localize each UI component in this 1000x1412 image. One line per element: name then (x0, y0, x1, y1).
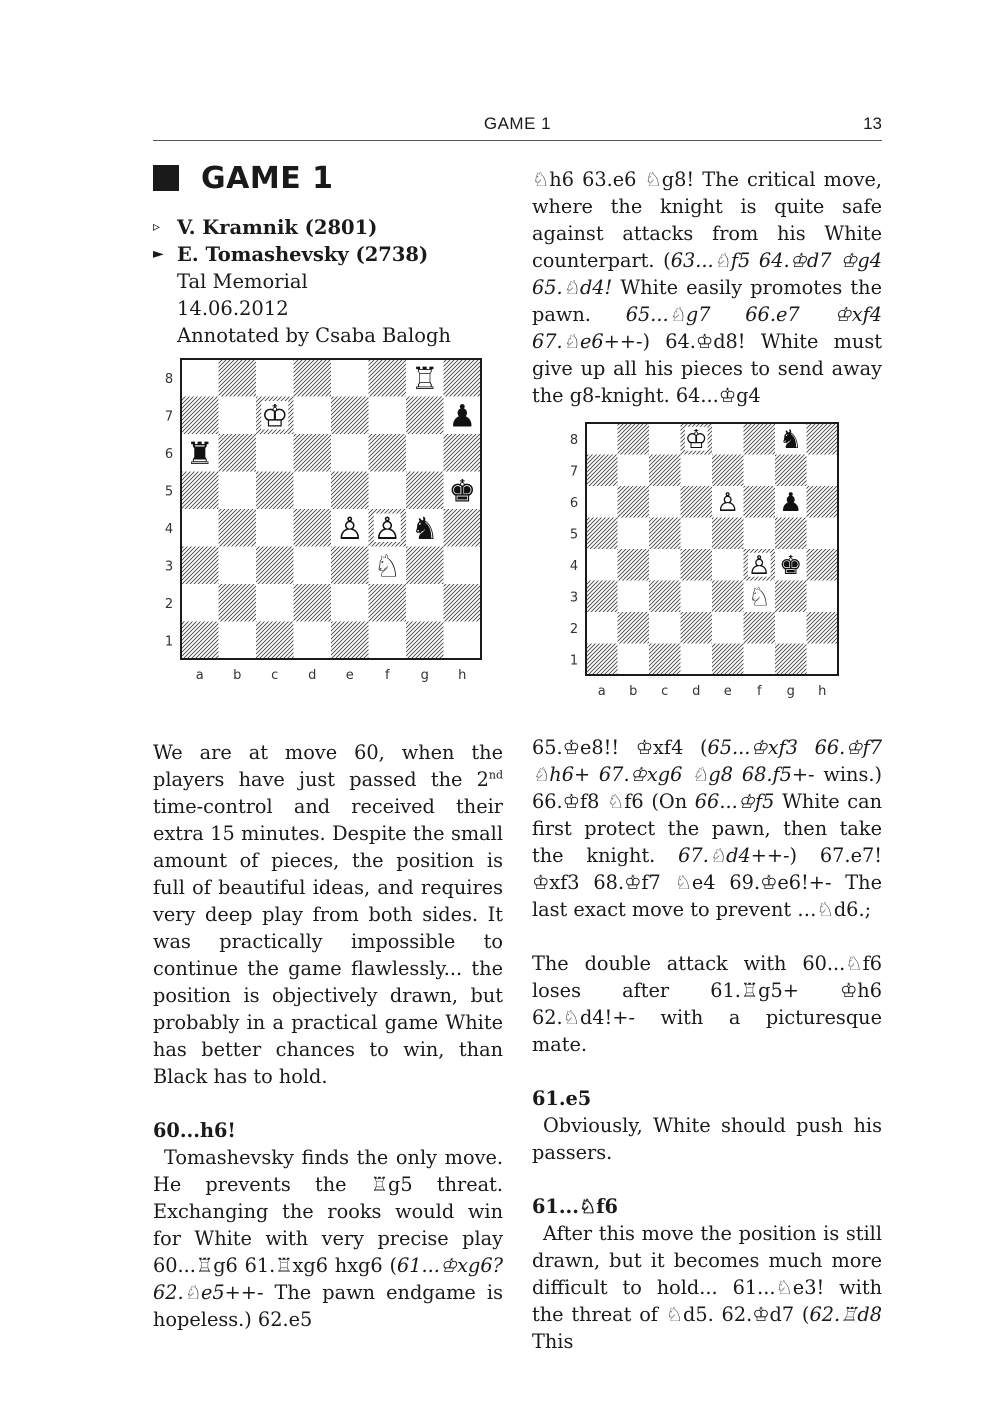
board-square-h4 (444, 509, 482, 547)
board-square-b2 (618, 612, 650, 644)
chess-piece-g8: ♖ (410, 361, 439, 397)
chess-piece-g6: ♟ (779, 488, 803, 519)
rank-label: 4 (569, 558, 579, 574)
board-square-d8 (294, 359, 332, 397)
black-marker-icon: ► (153, 246, 164, 262)
push-passers-paragraph: Obviously, White should push his passers. (532, 1114, 882, 1164)
chess-piece-f3: ♘ (747, 582, 771, 613)
double-attack-paragraph: The double attack with 60...♘f6 loses after 61.♖g5+ ♔h6 62.♘d4!+- with a picturesque mate. (532, 952, 882, 1056)
board-square-b4 (618, 549, 650, 581)
rank-label: 6 (569, 495, 579, 511)
annotation-paragraph: Tomashevsky finds the only move. He prevents the ♖g5 threat. Exchanging the rooks would win for White with very precise play 60...♖g6 61.♖xg6 hxg6 (61...♔xg6? 62.♘e5++- The pawn endgame is hopeless.) 62.e5 (153, 1146, 503, 1331)
board-square-g1 (406, 622, 444, 660)
event: Tal Memorial (177, 270, 308, 293)
rank-label: 7 (569, 464, 579, 480)
board-square-d4 (294, 509, 332, 547)
board-square-b8 (219, 359, 257, 397)
board-square-d2 (681, 612, 713, 644)
chess-piece-d8: ♔ (684, 425, 708, 456)
board-square-f7 (744, 455, 776, 487)
intro-paragraph: We are at move 60, when the players have just passed the 2nd time-control and received their extra 15 minutes. Despite the small amount of pieces, the position is full of beautiful ideas, and requires very deep play from both sides. It was practically impossible to continue the game flawlessly... the position is objectively drawn, but probably in a practical game White has better chances to win, than Black has to hold. (153, 741, 503, 1088)
board-square-c2 (649, 612, 681, 644)
board-square-b6 (618, 486, 650, 518)
file-label: c (271, 668, 279, 683)
heading-square-icon (153, 165, 179, 191)
board-square-h1 (807, 644, 839, 676)
board-square-d1 (294, 622, 332, 660)
rank-label: 7 (164, 409, 174, 425)
board-square-f7 (369, 397, 407, 435)
board-square-e3 (331, 547, 369, 585)
board-square-c3 (256, 547, 294, 585)
chess-piece-g4: ♚ (779, 551, 803, 582)
board-square-h2 (444, 584, 482, 622)
rank-label: 1 (164, 634, 174, 650)
board-square-f5 (369, 472, 407, 510)
board-square-h1 (444, 622, 482, 660)
board-square-f1 (369, 622, 407, 660)
chess-piece-f3: ♘ (373, 548, 402, 585)
board-square-g3 (406, 547, 444, 585)
board-square-h8 (444, 359, 482, 397)
board-square-c8 (649, 423, 681, 455)
board-square-c4 (256, 509, 294, 547)
board-square-b5 (219, 472, 257, 510)
board-square-f2 (744, 612, 776, 644)
board-square-c7 (649, 455, 681, 487)
board-square-e2 (331, 584, 369, 622)
board-square-f2 (369, 584, 407, 622)
file-label: e (345, 668, 354, 683)
board-square-e7 (712, 455, 744, 487)
board-square-e4 (712, 549, 744, 581)
chess-piece-f4: ♙ (373, 511, 402, 547)
game-heading (153, 158, 503, 198)
board-square-b5 (618, 518, 650, 550)
chess-piece-g8: ♞ (779, 425, 803, 456)
board-square-g2 (406, 584, 444, 622)
left-text (153, 739, 503, 1333)
board-square-e5 (712, 518, 744, 550)
board-square-h6 (807, 486, 839, 518)
running-head-title: GAME 1 (483, 114, 552, 133)
board-square-d1 (681, 644, 713, 676)
board-square-f5 (744, 518, 776, 550)
board-square-h5 (807, 518, 839, 550)
file-label: f (384, 668, 390, 683)
board-square-g1 (775, 644, 807, 676)
board-square-d5 (681, 518, 713, 550)
rank-label: 3 (164, 559, 174, 575)
board-square-b7 (219, 397, 257, 435)
game-info (153, 214, 503, 349)
board-square-e5 (331, 472, 369, 510)
board-square-f1 (744, 644, 776, 676)
after-61nf6-paragraph: After this move the position is still drawn, but it becomes much more difficult to hold... 61...♘e3! with the threat of ♘d5. 62.♔d7 (62.♖d8 This (532, 1222, 882, 1353)
board-square-b1 (618, 644, 650, 676)
board-square-a4 (181, 509, 219, 547)
board-square-c1 (649, 644, 681, 676)
board-square-c2 (256, 584, 294, 622)
board-square-b7 (618, 455, 650, 487)
line-65ke8-paragraph: 65.♔e8!! ♔xf4 (65...♔xf3 66.♔f7 ♘h6+ 67.♔xg6 ♘g8 68.f5+- wins.) 66.♔f8 ♘f6 (On 66...♔f5 White can first protect the pawn, then take the knight. 67.♘d4++-) 67.e7! ♔xf3 68.♔f7 ♘e4 69.♔e6!+- The last exact move to prevent …♘d6.; (532, 736, 883, 921)
rank-label: 6 (164, 446, 174, 462)
board-square-d7 (681, 455, 713, 487)
board-square-a2 (181, 584, 219, 622)
rank-label: 3 (569, 590, 579, 606)
board-square-c6 (256, 434, 294, 472)
board-square-b4 (219, 509, 257, 547)
rank-label: 8 (569, 432, 579, 448)
board-square-a7 (181, 397, 219, 435)
board-square-e1 (712, 644, 744, 676)
board-square-g5 (775, 518, 807, 550)
board-square-d5 (294, 472, 332, 510)
file-label: e (723, 684, 732, 699)
rank-label: 2 (569, 621, 579, 637)
file-label: a (195, 668, 204, 683)
chess-piece-h5: ♚ (448, 473, 477, 510)
right-column (532, 166, 882, 1355)
board-square-a5 (586, 518, 618, 550)
board-square-f8 (744, 423, 776, 455)
board-square-g7 (406, 397, 444, 435)
board-square-d4 (681, 549, 713, 581)
board-square-d2 (294, 584, 332, 622)
black-player-row (153, 241, 503, 268)
rank-label: 1 (569, 653, 579, 669)
board-square-a3 (586, 581, 618, 613)
rank-label: 8 (164, 371, 174, 387)
chess-diagram-2 (569, 421, 882, 711)
board-square-b3 (219, 547, 257, 585)
board-square-b3 (618, 581, 650, 613)
board-square-a4 (586, 549, 618, 581)
chess-piece-c7: ♔ (260, 398, 289, 435)
annotator: Annotated by Csaba Balogh (177, 324, 451, 347)
board-square-c6 (649, 486, 681, 518)
file-label: f (756, 684, 762, 699)
file-label: d (692, 684, 701, 699)
page-number: 13 (863, 114, 882, 133)
board-square-c3 (649, 581, 681, 613)
left-column (153, 158, 503, 1333)
chess-piece-e6: ♙ (716, 488, 740, 519)
board-square-e1 (331, 622, 369, 660)
board-square-h7 (807, 455, 839, 487)
board-square-e8 (712, 423, 744, 455)
chess-piece-f4: ♙ (747, 551, 771, 582)
white-marker-icon: ▹ (153, 219, 161, 235)
black-player: E. Tomashevsky (2738) (177, 243, 429, 266)
game-title: GAME 1 (201, 160, 334, 196)
board-square-h8 (807, 423, 839, 455)
board-square-c1 (256, 622, 294, 660)
board-square-a1 (181, 622, 219, 660)
board-square-g2 (775, 612, 807, 644)
chess-board-1 (153, 357, 498, 703)
board-square-a2 (586, 612, 618, 644)
move-heading-61nf6: 61...♘f6 (532, 1195, 618, 1218)
board-square-h2 (807, 612, 839, 644)
board-square-f6 (369, 434, 407, 472)
board-square-f6 (744, 486, 776, 518)
board-square-c8 (256, 359, 294, 397)
rank-label: 5 (164, 484, 174, 500)
board-square-e7 (331, 397, 369, 435)
board-square-d3 (681, 581, 713, 613)
white-player-row (153, 214, 503, 241)
board-square-a7 (586, 455, 618, 487)
board-square-f8 (369, 359, 407, 397)
board-square-c4 (649, 549, 681, 581)
chess-diagram-1 (153, 357, 503, 703)
board-square-d6 (681, 486, 713, 518)
board-square-g3 (775, 581, 807, 613)
chess-piece-a6: ♜ (185, 436, 214, 472)
board-square-g6 (406, 434, 444, 472)
board-square-h4 (807, 549, 839, 581)
board-square-h3 (444, 547, 482, 585)
board-square-d3 (294, 547, 332, 585)
board-square-e2 (712, 612, 744, 644)
file-label: h (818, 684, 827, 699)
board-square-a3 (181, 547, 219, 585)
board-square-a6 (586, 486, 618, 518)
chess-piece-g4: ♞ (410, 511, 439, 547)
rank-label: 5 (569, 527, 579, 543)
chess-piece-h7: ♟ (448, 398, 477, 435)
right-text-top (532, 166, 882, 409)
board-square-b8 (618, 423, 650, 455)
file-label: g (420, 668, 429, 683)
file-label: b (629, 684, 638, 699)
board-square-h6 (444, 434, 482, 472)
move-heading-60h6: 60...h6! (153, 1119, 236, 1142)
board-square-e3 (712, 581, 744, 613)
board-square-a8 (586, 423, 618, 455)
continuation-paragraph: ♘h6 63.e6 ♘g8! The critical move, where the knight is quite safe against attacks from his White counterpart. (63...♘f5 64.♔d7 ♔g4 65.♘d4! White easily promotes the pawn. 65...♘g7 66.e7 ♔xf4 67.♘e6++-) 64.♔d8! White must give up all his pieces to send away the g8-knight. 64...♔g4 (532, 168, 883, 407)
board-square-e6 (331, 434, 369, 472)
board-square-b2 (219, 584, 257, 622)
file-label: a (597, 684, 606, 699)
running-head (153, 112, 882, 141)
board-square-c5 (256, 472, 294, 510)
board-square-d7 (294, 397, 332, 435)
board-square-h3 (807, 581, 839, 613)
white-player: V. Kramnik (2801) (177, 216, 378, 239)
right-text-bottom (532, 734, 882, 1355)
chess-board-2 (569, 421, 882, 711)
board-square-e8 (331, 359, 369, 397)
file-label: g (786, 684, 795, 699)
board-square-d6 (294, 434, 332, 472)
board-square-a5 (181, 472, 219, 510)
file-label: c (661, 684, 669, 699)
file-label: b (233, 668, 242, 683)
rank-label: 4 (164, 521, 174, 537)
file-label: d (308, 668, 317, 683)
board-square-a1 (586, 644, 618, 676)
rank-label: 2 (164, 596, 174, 612)
board-square-g7 (775, 455, 807, 487)
board-square-a8 (181, 359, 219, 397)
chess-piece-e4: ♙ (335, 511, 364, 547)
file-label: h (458, 668, 467, 683)
board-square-c5 (649, 518, 681, 550)
move-heading-61e5: 61.e5 (532, 1087, 592, 1110)
board-square-b6 (219, 434, 257, 472)
board-square-b1 (219, 622, 257, 660)
date: 14.06.2012 (177, 297, 289, 320)
board-square-g5 (406, 472, 444, 510)
